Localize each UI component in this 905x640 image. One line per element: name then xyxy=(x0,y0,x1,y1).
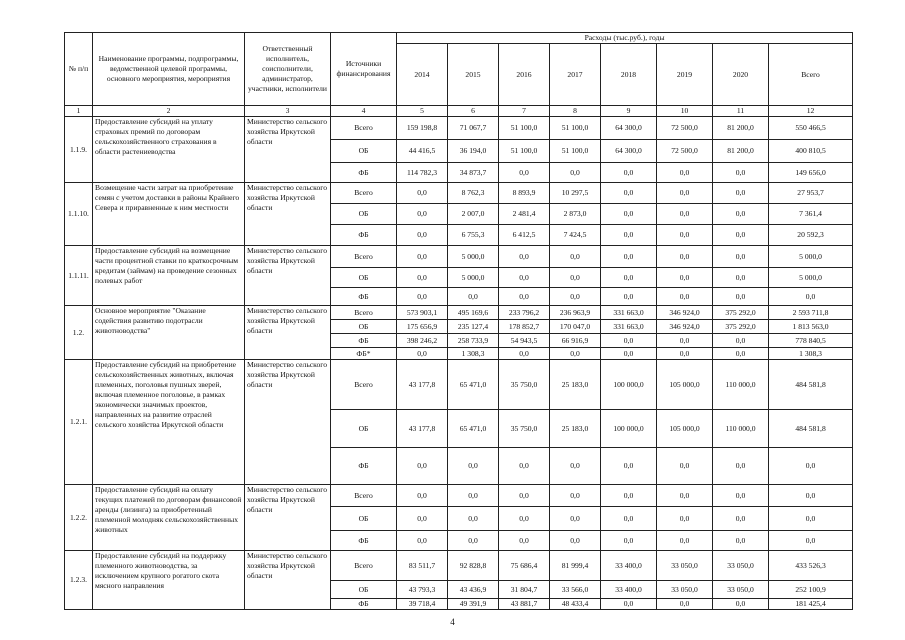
year-value: 35 750,0 xyxy=(499,360,550,410)
year-value: 0,0 xyxy=(601,268,657,288)
year-value: 54 943,5 xyxy=(499,334,550,348)
item-executor: Министерство сельского хозяйства Иркутской области xyxy=(245,246,331,306)
year-value: 51 100,0 xyxy=(499,117,550,140)
header-year: 2018 xyxy=(601,44,657,106)
year-value: 0,0 xyxy=(601,183,657,204)
year-value: 36 194,0 xyxy=(448,140,499,163)
year-value: 43 177,8 xyxy=(397,410,448,448)
year-value: 8 762,3 xyxy=(448,183,499,204)
year-value: 5 000,0 xyxy=(448,268,499,288)
year-value: 0,0 xyxy=(657,507,713,531)
column-number: 7 xyxy=(499,106,550,117)
year-value: 33 400,0 xyxy=(601,581,657,599)
year-value: 43 881,7 xyxy=(499,599,550,610)
year-value: 0,0 xyxy=(713,485,769,507)
year-value: 0,0 xyxy=(499,268,550,288)
year-value: 33 050,0 xyxy=(713,581,769,599)
year-value: 0,0 xyxy=(601,163,657,183)
year-value: 0,0 xyxy=(601,348,657,360)
header-year: 2015 xyxy=(448,44,499,106)
total-value: 252 100,9 xyxy=(769,581,853,599)
year-value: 81 999,4 xyxy=(550,551,601,581)
year-value: 175 656,9 xyxy=(397,320,448,334)
year-value: 64 300,0 xyxy=(601,140,657,163)
year-value: 25 183,0 xyxy=(550,410,601,448)
header-total: Всего xyxy=(769,44,853,106)
total-value: 484 581,8 xyxy=(769,360,853,410)
total-value: 484 581,8 xyxy=(769,410,853,448)
year-value: 33 050,0 xyxy=(657,551,713,581)
year-value: 233 796,2 xyxy=(499,306,550,320)
item-name: Предоставление субсидий на приобретение сельскохозяйственных животных, включая племенных, поголовья пушных зверей, включая племенное поголовье, в рамках экономически значимых проектов, направленных на развитие отраслей сельского хозяйства Иркутской области xyxy=(93,360,245,485)
year-value: 43 177,8 xyxy=(397,360,448,410)
year-value: 0,0 xyxy=(601,507,657,531)
year-value: 25 183,0 xyxy=(550,360,601,410)
total-value: 20 592,3 xyxy=(769,225,853,246)
year-value: 33 400,0 xyxy=(601,551,657,581)
column-number: 2 xyxy=(93,106,245,117)
year-value: 0,0 xyxy=(601,485,657,507)
year-value: 0,0 xyxy=(657,268,713,288)
year-value: 114 782,3 xyxy=(397,163,448,183)
year-value: 34 873,7 xyxy=(448,163,499,183)
column-number: 8 xyxy=(550,106,601,117)
header-source: Источники финансирования xyxy=(331,33,397,106)
year-value: 6 412,5 xyxy=(499,225,550,246)
item-name: Возмещение части затрат на приобретение семян с учетом доставки в районы Крайнего Севера и приравненные к ним местности xyxy=(93,183,245,246)
item-code: 1.1.11. xyxy=(65,246,93,306)
year-value: 44 416,5 xyxy=(397,140,448,163)
funding-source: ФБ* xyxy=(331,348,397,360)
year-value: 0,0 xyxy=(397,268,448,288)
year-value: 0,0 xyxy=(657,348,713,360)
year-value: 0,0 xyxy=(448,507,499,531)
year-value: 71 067,7 xyxy=(448,117,499,140)
year-value: 0,0 xyxy=(657,183,713,204)
total-value: 181 425,4 xyxy=(769,599,853,610)
year-value: 0,0 xyxy=(550,163,601,183)
total-value: 0,0 xyxy=(769,448,853,485)
year-value: 170 047,0 xyxy=(550,320,601,334)
budget-table xyxy=(64,32,853,610)
column-number: 12 xyxy=(769,106,853,117)
funding-source: ОБ xyxy=(331,140,397,163)
year-value: 331 663,0 xyxy=(601,320,657,334)
year-value: 0,0 xyxy=(550,448,601,485)
item-code: 1.2.2. xyxy=(65,485,93,551)
year-value: 0,0 xyxy=(713,225,769,246)
year-value: 0,0 xyxy=(397,448,448,485)
year-value: 0,0 xyxy=(397,507,448,531)
year-value: 0,0 xyxy=(397,246,448,268)
year-value: 0,0 xyxy=(713,163,769,183)
year-value: 0,0 xyxy=(397,485,448,507)
funding-source: Всего xyxy=(331,183,397,204)
year-value: 72 500,0 xyxy=(657,140,713,163)
funding-source: ФБ xyxy=(331,225,397,246)
funding-source: ФБ xyxy=(331,448,397,485)
total-value: 0,0 xyxy=(769,288,853,306)
year-value: 39 718,4 xyxy=(397,599,448,610)
year-value: 0,0 xyxy=(657,246,713,268)
total-value: 400 810,5 xyxy=(769,140,853,163)
year-value: 92 828,8 xyxy=(448,551,499,581)
year-value: 236 963,9 xyxy=(550,306,601,320)
year-value: 159 198,8 xyxy=(397,117,448,140)
year-value: 0,0 xyxy=(550,288,601,306)
year-value: 0,0 xyxy=(499,288,550,306)
year-value: 0,0 xyxy=(397,225,448,246)
year-value: 105 000,0 xyxy=(657,410,713,448)
funding-source: ФБ xyxy=(331,334,397,348)
year-value: 0,0 xyxy=(448,485,499,507)
year-value: 7 424,5 xyxy=(550,225,601,246)
year-value: 51 100,0 xyxy=(550,117,601,140)
funding-source: Всего xyxy=(331,360,397,410)
year-value: 0,0 xyxy=(601,531,657,551)
table-row xyxy=(65,360,853,410)
year-value: 81 200,0 xyxy=(713,140,769,163)
year-value: 0,0 xyxy=(713,246,769,268)
year-value: 65 471,0 xyxy=(448,360,499,410)
header-executor: Ответственный исполнитель, соисполнители, администратор, участники, исполнители xyxy=(245,33,331,106)
year-value: 0,0 xyxy=(397,348,448,360)
year-value: 33 050,0 xyxy=(713,551,769,581)
year-value: 81 200,0 xyxy=(713,117,769,140)
item-executor: Министерство сельского хозяйства Иркутской области xyxy=(245,551,331,610)
year-value: 43 436,9 xyxy=(448,581,499,599)
year-value: 0,0 xyxy=(550,485,601,507)
year-value: 0,0 xyxy=(713,204,769,225)
item-code: 1.2. xyxy=(65,306,93,360)
year-value: 0,0 xyxy=(550,246,601,268)
year-value: 0,0 xyxy=(713,334,769,348)
year-value: 0,0 xyxy=(550,348,601,360)
year-value: 0,0 xyxy=(601,334,657,348)
item-name: Предоставление субсидий на уплату страховых премий по договорам сельскохозяйственного страхования в области растениеводства xyxy=(93,117,245,183)
year-value: 1 308,3 xyxy=(448,348,499,360)
funding-source: Всего xyxy=(331,117,397,140)
total-value: 1 308,3 xyxy=(769,348,853,360)
year-value: 105 000,0 xyxy=(657,360,713,410)
funding-source: ФБ xyxy=(331,163,397,183)
year-value: 66 916,9 xyxy=(550,334,601,348)
year-value: 0,0 xyxy=(499,507,550,531)
year-value: 43 793,3 xyxy=(397,581,448,599)
year-value: 0,0 xyxy=(713,183,769,204)
year-value: 33 050,0 xyxy=(657,581,713,599)
year-value: 0,0 xyxy=(657,288,713,306)
funding-source: Всего xyxy=(331,485,397,507)
year-value: 2 007,0 xyxy=(448,204,499,225)
year-value: 100 000,0 xyxy=(601,410,657,448)
year-value: 0,0 xyxy=(713,531,769,551)
table-row xyxy=(65,306,853,320)
total-value: 2 593 711,8 xyxy=(769,306,853,320)
year-value: 0,0 xyxy=(657,204,713,225)
year-value: 51 100,0 xyxy=(499,140,550,163)
funding-source: ОБ xyxy=(331,410,397,448)
year-value: 0,0 xyxy=(601,288,657,306)
header-year: 2019 xyxy=(657,44,713,106)
column-number: 1 xyxy=(65,106,93,117)
year-value: 0,0 xyxy=(550,507,601,531)
year-value: 375 292,0 xyxy=(713,306,769,320)
item-name: Основное мероприятие "Оказание содействия развитию подотрасли животноводства" xyxy=(93,306,245,360)
column-number: 10 xyxy=(657,106,713,117)
year-value: 75 686,4 xyxy=(499,551,550,581)
year-value: 0,0 xyxy=(397,288,448,306)
year-value: 0,0 xyxy=(713,348,769,360)
year-value: 346 924,0 xyxy=(657,320,713,334)
funding-source: ОБ xyxy=(331,507,397,531)
year-value: 331 663,0 xyxy=(601,306,657,320)
year-value: 33 566,0 xyxy=(550,581,601,599)
year-value: 0,0 xyxy=(499,348,550,360)
column-number: 9 xyxy=(601,106,657,117)
year-value: 178 852,7 xyxy=(499,320,550,334)
year-value: 0,0 xyxy=(499,246,550,268)
item-code: 1.2.1. xyxy=(65,360,93,485)
total-value: 0,0 xyxy=(769,507,853,531)
year-value: 0,0 xyxy=(397,204,448,225)
year-value: 64 300,0 xyxy=(601,117,657,140)
year-value: 0,0 xyxy=(601,599,657,610)
year-value: 110 000,0 xyxy=(713,360,769,410)
year-value: 0,0 xyxy=(713,599,769,610)
funding-source: ОБ xyxy=(331,581,397,599)
item-code: 1.1.10. xyxy=(65,183,93,246)
year-value: 72 500,0 xyxy=(657,117,713,140)
year-value: 0,0 xyxy=(657,531,713,551)
table-row xyxy=(65,183,853,204)
funding-source: Всего xyxy=(331,246,397,268)
table-row xyxy=(65,117,853,140)
year-value: 10 297,5 xyxy=(550,183,601,204)
total-value: 550 466,5 xyxy=(769,117,853,140)
year-value: 0,0 xyxy=(448,288,499,306)
year-value: 6 755,3 xyxy=(448,225,499,246)
item-code: 1.1.9. xyxy=(65,117,93,183)
funding-source: Всего xyxy=(331,306,397,320)
year-value: 0,0 xyxy=(657,163,713,183)
year-value: 0,0 xyxy=(601,204,657,225)
total-value: 149 656,0 xyxy=(769,163,853,183)
header-name: Наименование программы, подпрограммы, ведомственной целевой программы, основного мероприятия, мероприятия xyxy=(93,33,245,106)
header-year: 2020 xyxy=(713,44,769,106)
year-value: 31 804,7 xyxy=(499,581,550,599)
year-value: 0,0 xyxy=(550,268,601,288)
year-value: 110 000,0 xyxy=(713,410,769,448)
page-number: 4 xyxy=(450,617,455,627)
total-value: 0,0 xyxy=(769,531,853,551)
year-value: 2 481,4 xyxy=(499,204,550,225)
year-value: 0,0 xyxy=(499,448,550,485)
column-number: 4 xyxy=(331,106,397,117)
year-value: 0,0 xyxy=(657,225,713,246)
total-value: 1 813 563,0 xyxy=(769,320,853,334)
item-name: Предоставление субсидий на возмещение части процентной ставки по краткосрочным кредитам (займам) на проведение сезонных полевых работ xyxy=(93,246,245,306)
year-value: 495 169,6 xyxy=(448,306,499,320)
year-value: 0,0 xyxy=(397,183,448,204)
item-executor: Министерство сельского хозяйства Иркутской области xyxy=(245,183,331,246)
year-value: 83 511,7 xyxy=(397,551,448,581)
total-value: 433 526,3 xyxy=(769,551,853,581)
year-value: 0,0 xyxy=(550,531,601,551)
total-value: 7 361,4 xyxy=(769,204,853,225)
year-value: 48 433,4 xyxy=(550,599,601,610)
year-value: 0,0 xyxy=(499,163,550,183)
year-value: 0,0 xyxy=(657,485,713,507)
table-row xyxy=(65,485,853,507)
year-value: 0,0 xyxy=(657,448,713,485)
item-executor: Министерство сельского хозяйства Иркутской области xyxy=(245,360,331,485)
total-value: 0,0 xyxy=(769,485,853,507)
year-value: 0,0 xyxy=(601,225,657,246)
funding-source: ФБ xyxy=(331,599,397,610)
year-value: 258 733,9 xyxy=(448,334,499,348)
item-name: Предоставление субсидий на поддержку племенного животноводства, за исключением крупного рогатого скота мясного направления xyxy=(93,551,245,610)
year-value: 0,0 xyxy=(713,448,769,485)
year-value: 0,0 xyxy=(499,531,550,551)
year-value: 573 903,1 xyxy=(397,306,448,320)
item-executor: Министерство сельского хозяйства Иркутской области xyxy=(245,306,331,360)
year-value: 398 246,2 xyxy=(397,334,448,348)
total-value: 778 840,5 xyxy=(769,334,853,348)
year-value: 35 750,0 xyxy=(499,410,550,448)
header-year: 2017 xyxy=(550,44,601,106)
year-value: 0,0 xyxy=(713,288,769,306)
year-value: 0,0 xyxy=(397,531,448,551)
year-value: 0,0 xyxy=(657,599,713,610)
item-name: Предоставление субсидий на оплату текущих платежей по договорам финансовой аренды (лизинга) за приобретенный племенной молодняк сельскохозяйственных животных xyxy=(93,485,245,551)
year-value: 0,0 xyxy=(713,507,769,531)
year-value: 0,0 xyxy=(499,485,550,507)
total-value: 5 000,0 xyxy=(769,246,853,268)
year-value: 0,0 xyxy=(713,268,769,288)
column-number: 11 xyxy=(713,106,769,117)
year-value: 8 893,9 xyxy=(499,183,550,204)
total-value: 27 953,7 xyxy=(769,183,853,204)
funding-source: ОБ xyxy=(331,320,397,334)
year-value: 100 000,0 xyxy=(601,360,657,410)
year-value: 375 292,0 xyxy=(713,320,769,334)
year-value: 5 000,0 xyxy=(448,246,499,268)
year-value: 0,0 xyxy=(448,448,499,485)
year-value: 0,0 xyxy=(601,246,657,268)
total-value: 5 000,0 xyxy=(769,268,853,288)
year-value: 49 391,9 xyxy=(448,599,499,610)
year-value: 235 127,4 xyxy=(448,320,499,334)
funding-source: ФБ xyxy=(331,531,397,551)
year-value: 65 471,0 xyxy=(448,410,499,448)
year-value: 0,0 xyxy=(657,334,713,348)
item-executor: Министерство сельского хозяйства Иркутской области xyxy=(245,117,331,183)
table-row xyxy=(65,246,853,268)
year-value: 2 873,0 xyxy=(550,204,601,225)
header-expenses: Расходы (тыс.руб.), годы xyxy=(397,33,853,44)
funding-source: ОБ xyxy=(331,268,397,288)
column-number: 5 xyxy=(397,106,448,117)
table-row xyxy=(65,551,853,581)
funding-source: ФБ xyxy=(331,288,397,306)
funding-source: ОБ xyxy=(331,204,397,225)
year-value: 51 100,0 xyxy=(550,140,601,163)
year-value: 346 924,0 xyxy=(657,306,713,320)
header-num: № п/п xyxy=(65,33,93,106)
column-number: 3 xyxy=(245,106,331,117)
header-year: 2014 xyxy=(397,44,448,106)
year-value: 0,0 xyxy=(601,448,657,485)
item-executor: Министерство сельского хозяйства Иркутской области xyxy=(245,485,331,551)
year-value: 0,0 xyxy=(448,531,499,551)
funding-source: Всего xyxy=(331,551,397,581)
item-code: 1.2.3. xyxy=(65,551,93,610)
header-year: 2016 xyxy=(499,44,550,106)
column-number: 6 xyxy=(448,106,499,117)
